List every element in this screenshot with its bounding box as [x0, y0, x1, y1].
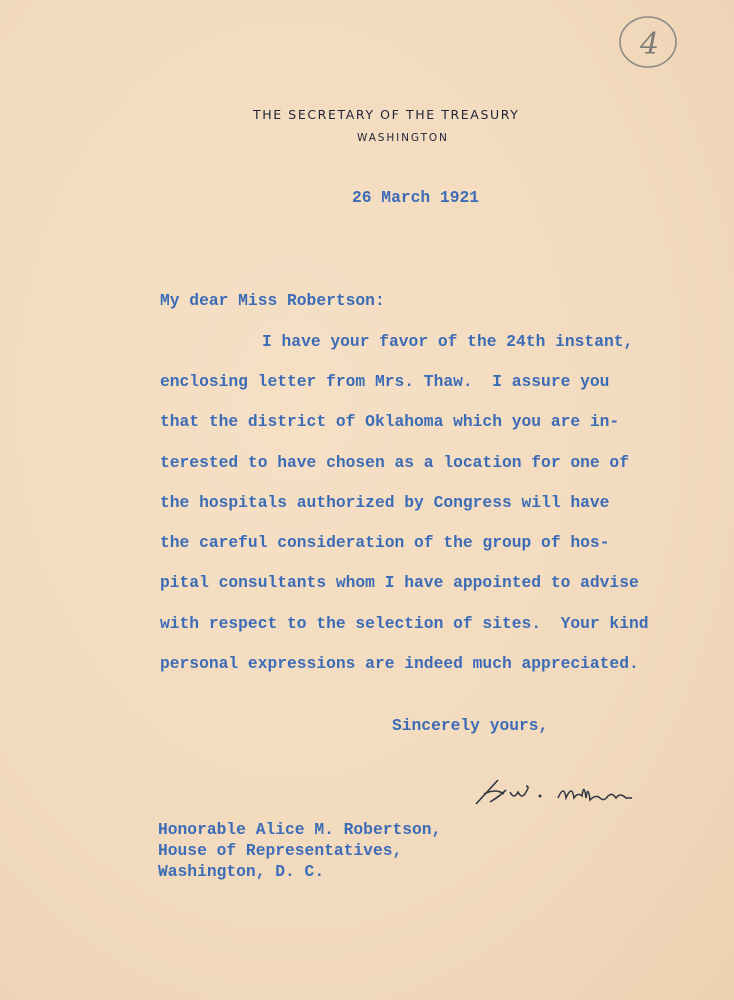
folio-number: 4 — [640, 27, 660, 62]
body-line: personal expressions are indeed much appreciated. — [160, 654, 639, 673]
address-line: House of Representatives, — [158, 841, 403, 860]
address-line: Honorable Alice M. Robertson, — [158, 820, 442, 839]
salutation: My dear Miss Robertson: — [160, 291, 385, 310]
letterhead-city: WASHINGTON — [357, 132, 449, 144]
handwritten-signature — [470, 772, 670, 812]
letter-date: 26 March 1921 — [352, 188, 480, 207]
body-line: that the district of Oklahoma which you are in- — [160, 412, 620, 431]
body-line: the hospitals authorized by Congress will have — [160, 493, 610, 512]
letterhead-title: THE SECRETARY OF THE TREASURY — [253, 107, 520, 122]
body-line: terested to have chosen as a location for one of — [160, 453, 629, 472]
body-line: I have your favor of the 24th instant, — [262, 332, 634, 351]
body-line: the careful consideration of the group of hos- — [160, 533, 610, 552]
body-line: pital consultants whom I have appointed to advise — [160, 573, 639, 592]
body-line: with respect to the selection of sites. Your kind — [160, 614, 649, 633]
closing: Sincerely yours, — [392, 716, 549, 735]
address-line: Washington, D. C. — [158, 862, 325, 881]
folio-number-circle — [614, 8, 680, 74]
body-line: enclosing letter from Mrs. Thaw. I assure you — [160, 372, 610, 391]
